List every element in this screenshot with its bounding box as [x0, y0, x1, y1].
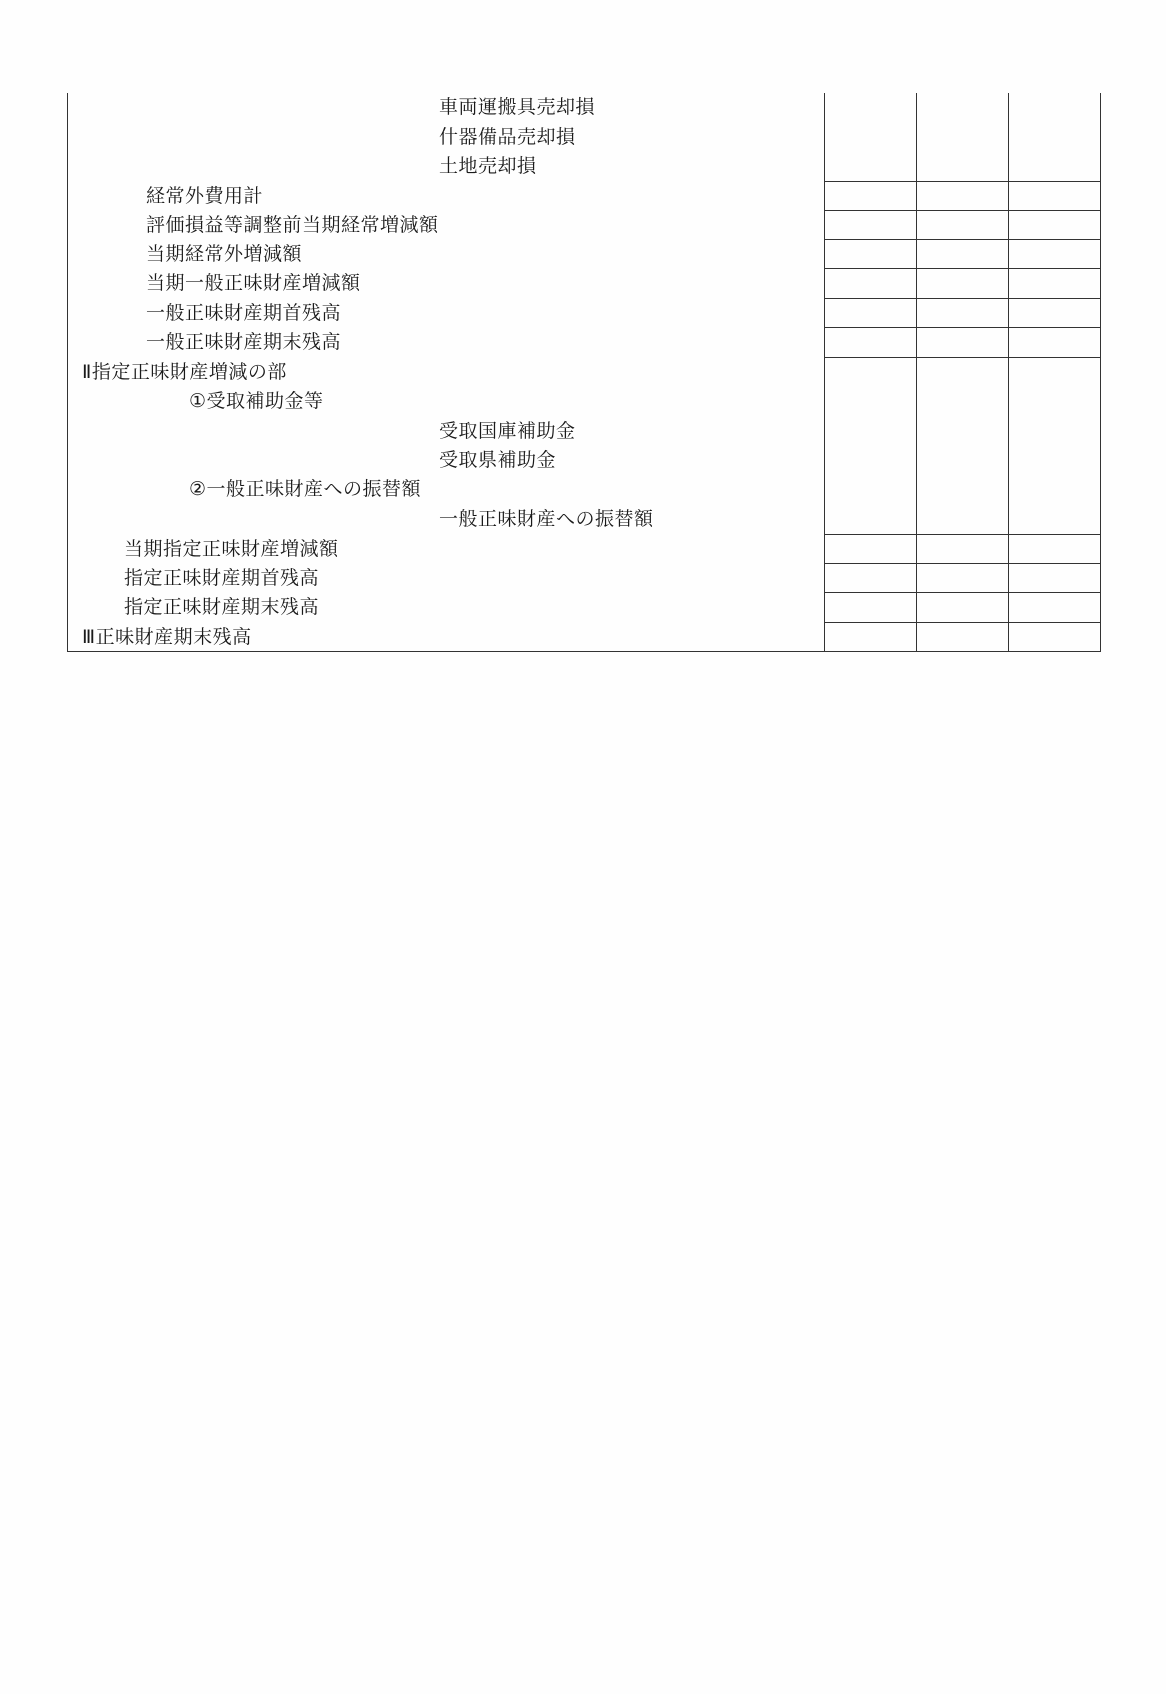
amount-cell-r19-col1: [824, 622, 917, 652]
amount-cell-r19-col3: [1008, 622, 1101, 652]
amount-cell-r7-col3: [1008, 268, 1101, 299]
amount-cell-r18-col2: [916, 592, 1009, 623]
amount-cell-r7-col1: [824, 268, 917, 299]
amount-cell-extraordinary-losses-col1: [824, 93, 917, 182]
amount-cell-r17-col1: [824, 563, 917, 593]
amount-cell-r6-col2: [916, 239, 1009, 269]
amount-cell-r9-col2: [916, 327, 1009, 358]
row-label-land-sale-loss: 土地売却損: [439, 155, 537, 177]
amount-cell-r5-col2: [916, 210, 1009, 240]
amount-cell-designated-section-col1: [824, 357, 917, 535]
amount-cell-r9-col1: [824, 327, 917, 358]
row-label-designated-net-assets-beginning: 指定正味財産期首残高: [124, 567, 320, 589]
amount-cell-r4-col2: [916, 181, 1009, 211]
amount-cell-r5-col1: [824, 210, 917, 240]
amount-cell-r16-col2: [916, 534, 1009, 564]
row-label-national-subsidy: 受取国庫補助金: [439, 420, 576, 442]
amount-cell-designated-section-col3: [1008, 357, 1101, 535]
amount-cell-extraordinary-losses-col2: [916, 93, 1009, 182]
row-label-transfer-to-general: 一般正味財産への振替額: [439, 508, 654, 530]
row-label-fixtures-sale-loss: 什器備品売却損: [439, 126, 576, 148]
amount-cell-r7-col2: [916, 268, 1009, 299]
row-label-general-net-assets-change: 当期一般正味財産増減額: [146, 272, 361, 294]
row-label-designated-net-assets-change: 当期指定正味財産増減額: [124, 538, 339, 560]
amount-cell-r5-col3: [1008, 210, 1101, 240]
amount-cell-r4-col1: [824, 181, 917, 211]
statement-left-border: [67, 93, 68, 651]
row-label-vehicle-sale-loss: 車両運搬具売却損: [439, 96, 596, 118]
amount-cell-r18-col1: [824, 592, 917, 623]
amount-cell-r18-col3: [1008, 592, 1101, 623]
row-label-general-net-assets-ending: 一般正味財産期末残高: [146, 331, 342, 353]
row-label-transfer-to-general-heading: ②一般正味財産への振替額: [189, 478, 422, 500]
amount-cell-r9-col3: [1008, 327, 1101, 358]
section-heading-designated-net-assets: Ⅱ指定正味財産増減の部: [82, 361, 287, 383]
section-heading-net-assets-ending: Ⅲ正味財産期末残高: [82, 626, 252, 648]
amount-cell-r17-col2: [916, 563, 1009, 593]
amount-cell-r17-col3: [1008, 563, 1101, 593]
amount-cell-extraordinary-losses-col3: [1008, 93, 1101, 182]
amount-cell-r8-col1: [824, 298, 917, 328]
amount-cell-r8-col2: [916, 298, 1009, 328]
amount-cell-r6-col3: [1008, 239, 1101, 269]
row-label-designated-net-assets-ending: 指定正味財産期末残高: [124, 596, 320, 618]
amount-cell-r19-col2: [916, 622, 1009, 652]
amount-cell-r16-col1: [824, 534, 917, 564]
row-label-extraordinary-change: 当期経常外増減額: [146, 243, 303, 265]
row-label-subsidies-received: ①受取補助金等: [189, 390, 324, 412]
amount-cell-r4-col3: [1008, 181, 1101, 211]
amount-cell-r16-col3: [1008, 534, 1101, 564]
row-label-prefectural-subsidy: 受取県補助金: [439, 449, 557, 471]
row-label-pre-adjustment-ordinary-change: 評価損益等調整前当期経常増減額: [146, 214, 439, 236]
row-label-extraordinary-expense-total: 経常外費用計: [146, 185, 264, 207]
amount-cell-r6-col1: [824, 239, 917, 269]
amount-cell-r8-col3: [1008, 298, 1101, 328]
row-label-general-net-assets-beginning: 一般正味財産期首残高: [146, 302, 342, 324]
amount-cell-designated-section-col2: [916, 357, 1009, 535]
